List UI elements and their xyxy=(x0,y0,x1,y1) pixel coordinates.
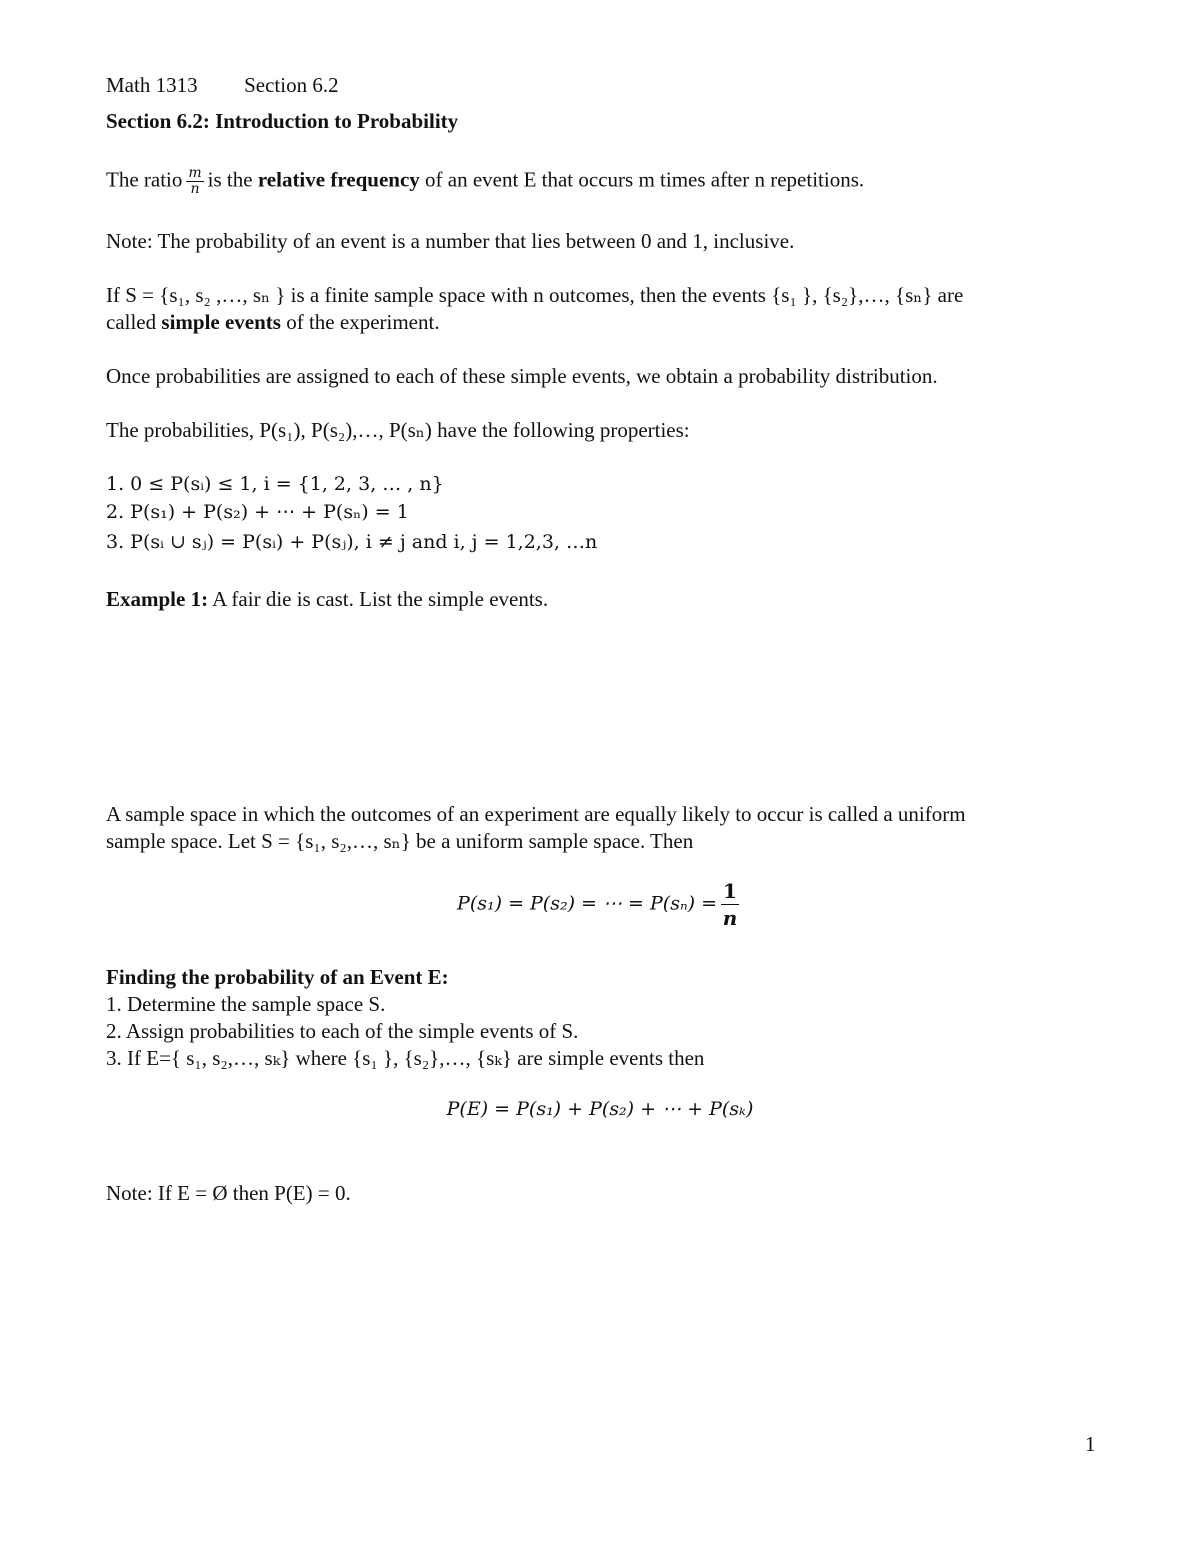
example-1 xyxy=(106,586,548,612)
of-experiment-text: of the experiment. xyxy=(286,310,440,334)
finite-sample-space-line2 xyxy=(106,309,440,335)
probability-distribution-sentence: Once probabilities are assigned to each of these simple events, we obtain a probability distribution. xyxy=(106,364,938,388)
relfreq-post: of an event E that occurs m times after n repetitions. xyxy=(425,167,865,192)
relative-frequency-term: relative frequency xyxy=(257,167,420,192)
uniform-space-line1: A sample space in which the outcomes of an experiment are equally likely to occur is called a uniform xyxy=(106,802,966,826)
course-label: Math 1313 xyxy=(106,73,198,97)
one-over-n-fraction xyxy=(721,878,739,931)
finite-sample-space-line1: If S = {s₁, s₂ ,…, sₙ } is a finite sample space with n outcomes, then the events {s₁ }, {s₂},…, {sₙ} are xyxy=(106,283,964,307)
formula-denominator: n xyxy=(722,906,738,930)
event-probability-formula: P(E) = P(s₁) + P(s₂) + ⋯ + P(sₖ) xyxy=(446,1098,754,1120)
property-3: 3. P(sᵢ ∪ sⱼ) = P(sᵢ) + P(sⱼ), i ≠ j and i, j = 1,2,3, …n xyxy=(106,531,598,553)
page-header xyxy=(106,72,339,98)
finding-step-2: 2. Assign probabilities to each of the simple events of S. xyxy=(106,1019,579,1043)
property-2: 2. P(s₁) + P(s₂) + ⋯ + P(sₙ) = 1 xyxy=(106,501,409,523)
finding-step-1: 1. Determine the sample space S. xyxy=(106,992,386,1016)
example-1-label: Example 1: xyxy=(106,587,209,611)
finding-probability-heading: Finding the probability of an Event E: xyxy=(106,965,449,989)
m-over-n-fraction xyxy=(186,166,203,197)
called-text: called xyxy=(106,310,157,334)
fraction-numerator: m xyxy=(188,165,202,181)
simple-events-term: simple events xyxy=(161,310,281,334)
uniform-probability-formula xyxy=(0,878,1200,931)
uniform-space-line2: sample space. Let S = {s₁, s₂,…, sₙ} be a uniform sample space. Then xyxy=(106,829,694,853)
finding-step-3: 3. If E={ s₁, s₂,…, sₖ} where {s₁ }, {s₂},…, {sₖ} are simple events then xyxy=(106,1046,705,1070)
formula-numerator: 1 xyxy=(723,879,737,903)
relfreq-mid: is the xyxy=(207,167,253,192)
property-1: 1. 0 ≤ P(sᵢ) ≤ 1, i = {1, 2, 3, … , n} xyxy=(106,473,444,495)
note-empty-event: Note: If E = Ø then P(E) = 0. xyxy=(106,1181,351,1205)
page-title: Section 6.2: Introduction to Probability xyxy=(106,109,459,133)
uniform-formula-lhs: P(s₁) = P(s₂) = ⋯ = P(sₙ) = xyxy=(457,892,718,915)
relative-frequency-paragraph xyxy=(106,166,864,197)
page-number: 1 xyxy=(1085,1432,1096,1456)
example-1-text: A fair die is cast. List the simple events. xyxy=(212,587,549,611)
note-probability-range: Note: The probability of an event is a number that lies between 0 and 1, inclusive. xyxy=(106,229,795,253)
fraction-denominator: n xyxy=(190,181,200,197)
properties-intro: The probabilities, P(s₁), P(s₂),…, P(sₙ) have the following properties: xyxy=(106,418,690,442)
section-label: Section 6.2 xyxy=(244,73,339,97)
relfreq-pre: The ratio xyxy=(106,167,183,192)
